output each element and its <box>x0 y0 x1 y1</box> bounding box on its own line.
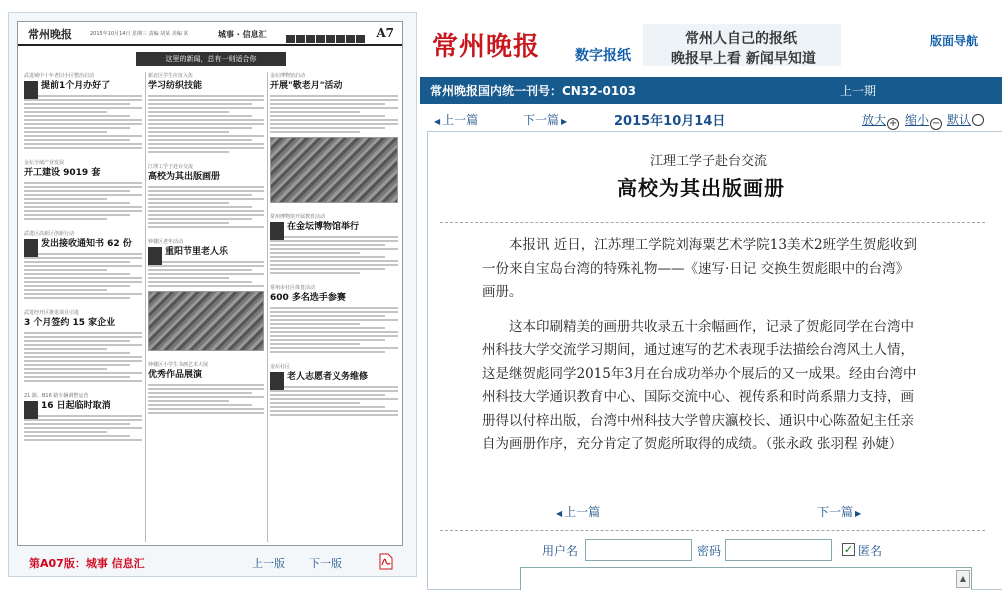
paper-article[interactable] <box>148 72 264 153</box>
page-navigation-link[interactable]: 版面导航 <box>930 34 979 48</box>
paper-column-3 <box>270 72 398 426</box>
article-text <box>148 95 264 153</box>
article-text <box>148 261 264 287</box>
article-kicker: 常州博物馆开展教育活动 <box>270 214 326 220</box>
article-badge <box>24 401 38 419</box>
article-headline: 3 个月签约 15 家企业 <box>24 318 116 328</box>
circle-icon <box>972 114 984 126</box>
site-logo[interactable]: 常州晚报 <box>432 32 541 62</box>
password-label: 密码 <box>697 544 722 558</box>
prev-issue-link[interactable]: 上一期 <box>840 84 877 98</box>
article-kicker: 金坛博物馆启动 <box>270 73 306 79</box>
article-kicker: 武进区高新区创新行动 <box>24 231 75 237</box>
paper-footer <box>17 553 409 571</box>
article-kicker: 江理工学子赴台交流 <box>148 164 194 170</box>
article-kicker: 钟楼区小学生书画艺术大展 <box>148 362 209 368</box>
next-page-link[interactable]: 下一版 <box>309 557 342 570</box>
news-photo <box>270 137 398 203</box>
paper-section: 城事 · 信息汇 <box>218 30 267 39</box>
article-paragraph: 这本印刷精美的画册共收录五十余幅画作，记录了贺彪同学在台湾中州科技大学交流学习期间，通过速写的艺术表现手法描绘台湾风土人情，这是继贺彪同学2015年3月在台成功举办个展后的又一成果。经由台湾中州科技大学通识教育中心、国际交流中心、视传系和时尚系鼎力支持，画册得以付梓出版，台湾中州科技大学曾庆瀛校长、通识中心陈盈妃主任亲自为画册作序，充分肯定了贺彪所取得的成绩。（张永政 张羽程 孙婕） <box>482 318 917 452</box>
paper-section-blocks <box>286 28 366 47</box>
pdf-icon[interactable] <box>379 553 393 570</box>
article-headline: 发出接收通知书 62 份 <box>41 239 132 249</box>
news-photo <box>148 291 264 351</box>
article-headline: 600 多名选手参赛 <box>270 293 346 303</box>
article-badge <box>24 81 38 99</box>
prev-page-link[interactable]: 上一版 <box>252 557 285 570</box>
paper-article[interactable] <box>270 213 398 274</box>
article-badge <box>270 372 284 390</box>
article-badge <box>148 247 162 265</box>
article-text <box>148 186 264 228</box>
article-text <box>24 253 142 299</box>
zoom-in-label: 放大 <box>862 113 887 127</box>
article-text <box>270 307 398 353</box>
site-subtitle: 数字报纸 <box>575 48 631 64</box>
article-headline: 提前1个月办好了 <box>41 81 111 91</box>
article-headline: 重阳节里老人乐 <box>165 247 229 257</box>
paper-article[interactable] <box>270 284 398 353</box>
anonymous-checkbox[interactable]: ✓ <box>843 543 854 556</box>
anonymous-label: 匿名 <box>858 544 883 558</box>
article-text <box>270 386 398 416</box>
slogan-line-2: 晚报早上看 新闻早知道 <box>671 51 816 67</box>
paper-masthead <box>18 22 402 46</box>
paper-column-1 <box>24 72 142 451</box>
article-next-link[interactable] <box>817 503 863 520</box>
article-headline: 开工建设 9019 套 <box>24 168 101 178</box>
zoom-out-label: 缩小 <box>905 113 930 127</box>
comment-textarea[interactable] <box>520 567 972 590</box>
paper-page-number: A7 <box>376 26 394 40</box>
article-text <box>24 95 142 149</box>
article-text <box>148 384 264 414</box>
triangle-left-icon: ◀ <box>434 117 441 126</box>
article-headline: 老人志愿者义务维修 <box>287 372 369 382</box>
article-kicker: 钟楼区老年活动 <box>148 239 184 245</box>
paper-article[interactable] <box>24 392 142 441</box>
article-kicker: 常州市社区体育活动 <box>270 285 316 291</box>
issn-label: 常州晚报国内统一刊号：CN32-0103 <box>430 84 636 98</box>
zoom-default-label: 默认 <box>947 113 972 127</box>
article-headline: 高校为其出版画册 <box>148 172 221 182</box>
article-headline: 开展"敬老月"活动 <box>270 81 343 91</box>
issue-date: 2015年10月14日 <box>614 114 726 129</box>
article-kicker: 21 路、B16 路车辆调整运营 <box>24 393 89 399</box>
minus-icon: − <box>931 118 941 129</box>
column-divider <box>267 72 268 542</box>
article-prev-link[interactable] <box>556 503 600 520</box>
article-kicker: 金坛社区 <box>270 364 291 370</box>
article-text <box>270 236 398 274</box>
article-kicker: 金坛全域产业发展 <box>24 160 65 166</box>
paper-column-2 <box>148 72 264 424</box>
next-article-link[interactable] <box>523 111 569 128</box>
article-kicker: 江理工学子赴台交流 <box>650 154 768 169</box>
paper-article[interactable] <box>270 363 398 416</box>
page-edition-label: 第A07版：城事 信息汇 <box>29 557 145 570</box>
article-headline: 16 日起临时取消 <box>41 401 111 411</box>
article-body <box>482 234 922 468</box>
article-paragraph: 本报讯 近日，江苏理工学院刘海粟艺术学院13美术2班学生贺彪收到一份来自宝岛台湾的特殊礼物——《速写·日记 交换生贺彪眼中的台湾》画册。 <box>482 237 918 300</box>
paper-article[interactable] <box>24 230 142 299</box>
next-article-label: 下一篇 <box>523 113 560 127</box>
plus-icon: + <box>888 118 898 129</box>
password-input[interactable] <box>725 539 832 561</box>
article-next-label: 下一篇 <box>817 505 854 519</box>
scroll-up-button[interactable]: ▲ <box>956 570 970 588</box>
article-text <box>24 415 142 441</box>
zoom-default-button[interactable] <box>947 111 984 128</box>
paper-article[interactable] <box>24 159 142 220</box>
paper-article[interactable] <box>24 72 142 149</box>
prev-article-label: 上一篇 <box>442 113 479 127</box>
article-kicker: 新北区学生应征入伍 <box>148 73 194 79</box>
username-label: 用户名 <box>542 544 579 558</box>
paper-article[interactable] <box>270 72 398 203</box>
article-prev-label: 上一篇 <box>564 505 601 519</box>
article-kicker: 武进经开区推进项目引进 <box>24 310 80 316</box>
article-text <box>24 332 142 382</box>
slogan-line-1: 常州人自己的报纸 <box>685 31 797 47</box>
article-headline: 优秀作品展演 <box>148 370 203 380</box>
zoom-out-button[interactable] <box>905 111 942 130</box>
paper-banner: 这里的新闻，总有一则适合你 <box>136 52 286 66</box>
divider <box>440 222 985 223</box>
triangle-left-icon: ◀ <box>556 509 563 518</box>
zoom-in-button[interactable] <box>862 111 899 130</box>
article-kicker: 武进城中十年老旧小区整治启动 <box>24 73 95 79</box>
article-text <box>270 95 398 133</box>
article-badge <box>270 222 284 240</box>
newspaper-page-panel <box>8 12 417 577</box>
article-headline: 在金坛博物馆举行 <box>287 222 360 232</box>
divider <box>440 530 985 531</box>
paper-article[interactable] <box>148 163 264 228</box>
paper-logo: 常州晚报 <box>28 28 72 41</box>
triangle-right-icon: ▶ <box>561 117 568 126</box>
article-title: 高校为其出版画册 <box>617 176 785 200</box>
article-badge <box>24 239 38 257</box>
article-text <box>24 182 142 220</box>
paper-article[interactable] <box>148 238 264 351</box>
username-input[interactable] <box>585 539 692 561</box>
newspaper-page-image[interactable] <box>17 21 403 546</box>
triangle-right-icon: ▶ <box>855 509 862 518</box>
article-headline: 学习纺织技能 <box>148 81 203 91</box>
prev-article-link[interactable] <box>434 111 478 128</box>
paper-article[interactable] <box>148 361 264 414</box>
paper-date: 2015年10月14日 星期三 责编 胡某 美编 某 <box>90 31 189 37</box>
column-divider <box>145 72 146 542</box>
paper-article[interactable] <box>24 309 142 382</box>
